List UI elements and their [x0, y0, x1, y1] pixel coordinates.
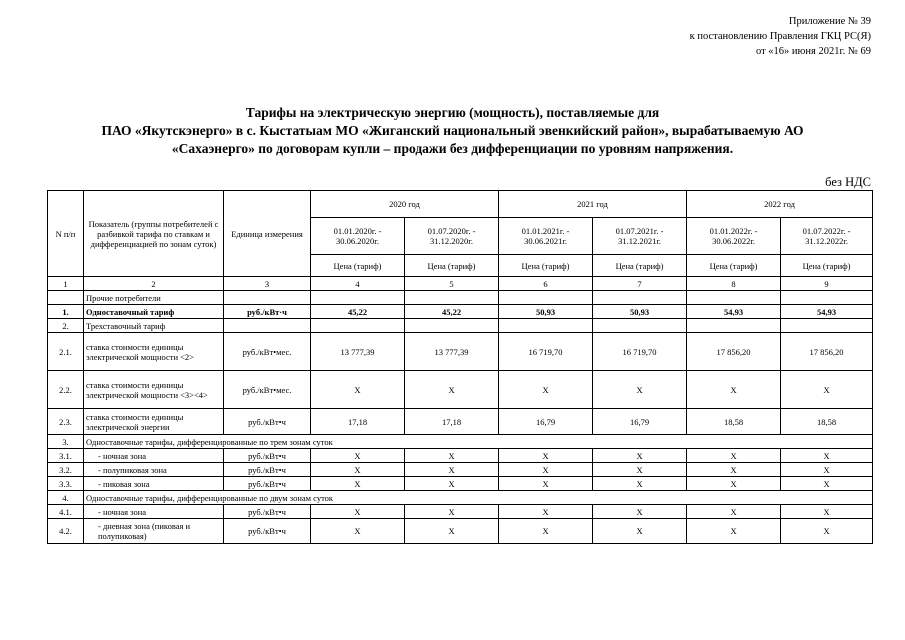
row-number: 4.	[48, 491, 84, 505]
price-cell: 17 856,20	[781, 333, 873, 371]
section-label: Одноставочные тарифы, дифференцированные по двум зонам суток	[84, 491, 873, 505]
price-cell: X	[311, 449, 405, 463]
price-cell: 17 856,20	[687, 333, 781, 371]
group-row	[48, 291, 873, 305]
price-cell: 13 777,39	[311, 333, 405, 371]
column-number: 4	[311, 277, 405, 291]
section-row	[48, 435, 873, 449]
section-row	[48, 491, 873, 505]
row-label: - ночная зона	[84, 449, 224, 463]
table-row	[48, 409, 873, 435]
table-row	[48, 463, 873, 477]
row-unit: руб./кВт•мес.	[224, 371, 311, 409]
price-cell: X	[405, 477, 499, 491]
row-label: ставка стоимости единицы электрической энергии	[84, 409, 224, 435]
price-cell: X	[687, 477, 781, 491]
annex-date: от «16» июня 2021г. № 69	[755, 46, 871, 57]
header-price: Цена (тариф)	[781, 255, 873, 277]
row-label: ставка стоимости единицы электрической мощности <2>	[84, 333, 224, 371]
tariffs-table	[47, 190, 873, 544]
table-row	[48, 371, 873, 409]
price-cell: X	[781, 505, 873, 519]
row-number: 3.2.	[48, 463, 84, 477]
price-cell: 17,18	[405, 409, 499, 435]
vat-note: без НДС	[825, 175, 871, 189]
header-price: Цена (тариф)	[311, 255, 405, 277]
price-cell: X	[687, 449, 781, 463]
price-cell: X	[311, 463, 405, 477]
title-line-3: «Сахаэнерго» по договорам купли – продажи без дифференциации по уровням напряжения.	[171, 141, 734, 156]
table-row	[48, 319, 873, 333]
title-line-1: Тарифы на электрическую энергию (мощность), поставляемые для	[245, 105, 660, 120]
row-number: 2.3.	[48, 409, 84, 435]
column-number-row	[48, 277, 873, 291]
row-number: 4.2.	[48, 519, 84, 544]
header-year-2021: 2021 год	[499, 191, 687, 218]
price-cell: X	[687, 505, 781, 519]
price-cell: 17,18	[311, 409, 405, 435]
row-label: - ночная зона	[84, 505, 224, 519]
row-label: - полупиковая зона	[84, 463, 224, 477]
annex-block	[571, 14, 871, 59]
price-cell: X	[405, 505, 499, 519]
price-cell: X	[687, 463, 781, 477]
table-row	[48, 333, 873, 371]
annex-resolution: к постановлению Правления ГКЦ РС(Я)	[689, 31, 871, 42]
row-unit: руб./кВт•ч	[224, 449, 311, 463]
price-cell: X	[499, 477, 593, 491]
price-cell: X	[593, 505, 687, 519]
row-number: 3.1.	[48, 449, 84, 463]
header-year-2020: 2020 год	[311, 191, 499, 218]
price-cell: X	[499, 519, 593, 544]
price-cell: X	[499, 505, 593, 519]
row-unit: руб./кВт•ч	[224, 505, 311, 519]
header-period: 01.01.2020г. - 30.06.2020г.	[311, 218, 405, 255]
table-row	[48, 305, 873, 319]
row-unit: руб./кВт•ч	[224, 409, 311, 435]
row-label: Трехставочный тариф	[84, 319, 224, 333]
row-number: 2.	[48, 319, 84, 333]
header-period: 01.07.2020г. - 31.12.2020г.	[405, 218, 499, 255]
row-label: - дневная зона (пиковая и полупиковая)	[84, 519, 224, 544]
price-cell: X	[593, 449, 687, 463]
price-cell: 18,58	[687, 409, 781, 435]
price-cell: X	[405, 463, 499, 477]
column-number: 9	[781, 277, 873, 291]
row-number: 2.2.	[48, 371, 84, 409]
price-cell: X	[499, 449, 593, 463]
header-price: Цена (тариф)	[687, 255, 781, 277]
title-line-2: ПАО «Якутскэнерго» в с. Кыстатыам МО «Жиганский национальный эвенкийский район», вырабатываемую АО	[101, 123, 804, 138]
section-label: Одноставочные тарифы, дифференцированные по трем зонам суток	[84, 435, 873, 449]
column-number: 7	[593, 277, 687, 291]
header-period: 01.01.2022г. - 30.06.2022г.	[687, 218, 781, 255]
price-cell: 13 777,39	[405, 333, 499, 371]
header-price: Цена (тариф)	[499, 255, 593, 277]
price-cell: X	[405, 371, 499, 409]
price-cell: X	[499, 371, 593, 409]
price-cell: X	[311, 505, 405, 519]
row-label: ставка стоимости единицы электрической мощности <3><4>	[84, 371, 224, 409]
table-row	[48, 519, 873, 544]
price-cell: X	[593, 371, 687, 409]
price-cell: X	[781, 477, 873, 491]
column-number: 8	[687, 277, 781, 291]
price-cell: 45,22	[405, 305, 499, 319]
price-cell: X	[781, 463, 873, 477]
table-row	[48, 505, 873, 519]
price-cell: 50,93	[593, 305, 687, 319]
column-number: 5	[405, 277, 499, 291]
row-number: 3.	[48, 435, 84, 449]
price-cell: X	[405, 449, 499, 463]
price-cell: X	[405, 519, 499, 544]
header-year-2022: 2022 год	[687, 191, 873, 218]
header-period: 01.07.2021г. - 31.12.2021г.	[593, 218, 687, 255]
price-cell: 54,93	[687, 305, 781, 319]
price-cell: X	[687, 519, 781, 544]
price-cell: 16 719,70	[499, 333, 593, 371]
price-cell: X	[499, 463, 593, 477]
annex-number: Приложение № 39	[788, 16, 871, 27]
column-number: 2	[84, 277, 224, 291]
price-cell: X	[311, 519, 405, 544]
price-cell: X	[781, 519, 873, 544]
header-period: 01.07.2022г. - 31.12.2022г.	[781, 218, 873, 255]
price-cell: 16 719,70	[593, 333, 687, 371]
header-price: Цена (тариф)	[405, 255, 499, 277]
row-number: 3.3.	[48, 477, 84, 491]
price-cell: 18,58	[781, 409, 873, 435]
header-period: 01.01.2021г. - 30.06.2021г.	[499, 218, 593, 255]
row-unit: руб./кВт·ч	[224, 305, 311, 319]
column-number: 3	[224, 277, 311, 291]
column-number: 1	[48, 277, 84, 291]
document-title	[0, 104, 905, 158]
price-cell: X	[593, 519, 687, 544]
table-row	[48, 477, 873, 491]
column-number: 6	[499, 277, 593, 291]
price-cell: X	[311, 477, 405, 491]
row-unit: руб./кВт•мес.	[224, 333, 311, 371]
price-cell: X	[593, 463, 687, 477]
price-cell: X	[687, 371, 781, 409]
row-label: - пиковая зона	[84, 477, 224, 491]
row-unit: руб./кВт•ч	[224, 519, 311, 544]
price-cell: 16,79	[499, 409, 593, 435]
table-row	[48, 449, 873, 463]
price-cell: 50,93	[499, 305, 593, 319]
row-label: Одноставочный тариф	[84, 305, 224, 319]
group-label: Прочие потребители	[84, 291, 224, 305]
row-number: 4.1.	[48, 505, 84, 519]
row-unit: руб./кВт•ч	[224, 463, 311, 477]
price-cell: 54,93	[781, 305, 873, 319]
header-indicator: Показатель (группы потребителей с разбивкой тарифа по ставкам и дифференциацией по зонам суток)	[84, 191, 224, 277]
header-unit: Единица измерения	[224, 191, 311, 277]
price-cell: 45,22	[311, 305, 405, 319]
price-cell: X	[593, 477, 687, 491]
price-cell: 16,79	[593, 409, 687, 435]
header-num: N п/п	[48, 191, 84, 277]
row-number: 1.	[48, 305, 84, 319]
price-cell: X	[781, 449, 873, 463]
header-price: Цена (тариф)	[593, 255, 687, 277]
price-cell: X	[781, 371, 873, 409]
price-cell: X	[311, 371, 405, 409]
row-number: 2.1.	[48, 333, 84, 371]
row-unit: руб./кВт•ч	[224, 477, 311, 491]
